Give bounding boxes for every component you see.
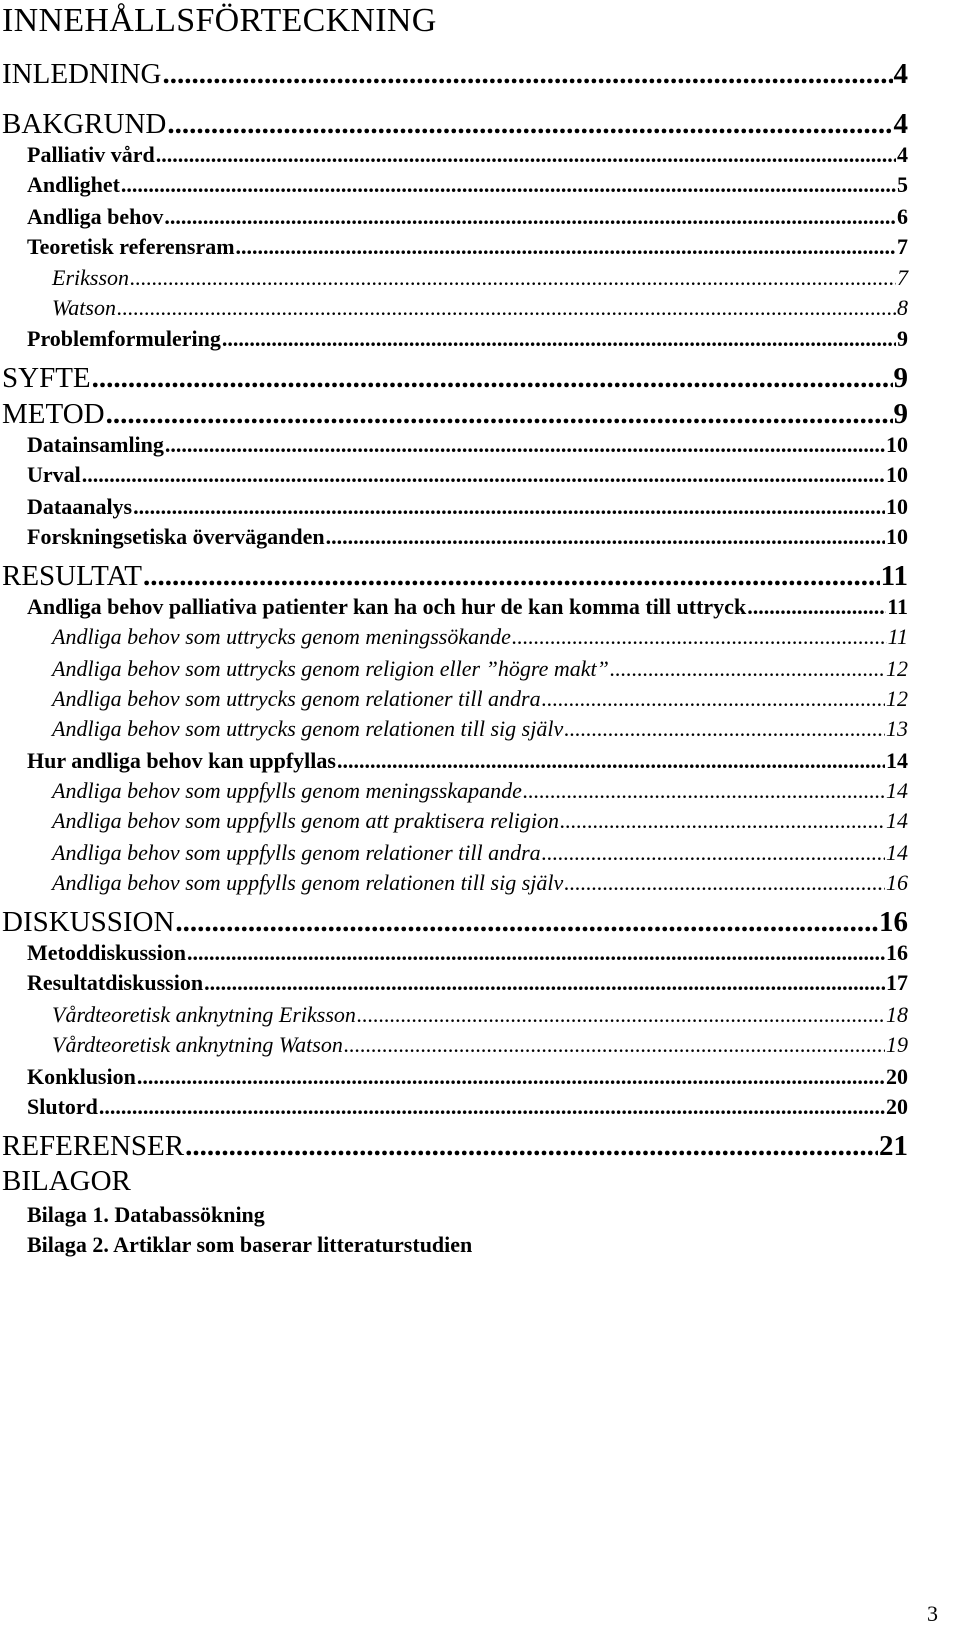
toc-leader-dots — [610, 656, 885, 682]
toc-entry-page: 8 — [897, 295, 908, 320]
toc-entry-page: 4 — [893, 108, 908, 140]
toc-entry-page: 6 — [897, 204, 908, 229]
toc-leader-dots — [542, 840, 885, 866]
page-number: 3 — [927, 1601, 938, 1626]
toc-entry-label: Andliga behov som uppfylls genom relationer till andra — [52, 840, 541, 865]
toc-entry-page: 10 — [886, 494, 908, 519]
toc-entry-label: REFERENSER — [2, 1130, 185, 1162]
toc-entry-page: 16 — [886, 940, 908, 965]
toc-entry-label: Eriksson — [52, 265, 129, 290]
toc-entry-page: 20 — [886, 1064, 908, 1089]
toc-entry[interactable] — [2, 906, 908, 942]
toc-entry-label: METOD — [2, 398, 105, 430]
toc-leader-dots — [175, 906, 878, 939]
appendix-item: Bilaga 1. Databassökning — [27, 1202, 265, 1227]
appendix-heading: BILAGOR — [2, 1165, 131, 1197]
toc-entry-label: INLEDNING — [2, 58, 162, 90]
toc-entry-label: SYFTE — [2, 362, 91, 394]
toc-leader-dots — [236, 234, 896, 260]
toc-leader-dots — [137, 1064, 885, 1090]
toc-entry-label: Andliga behov — [27, 204, 164, 229]
toc-entry-page: 19 — [886, 1032, 908, 1057]
toc-entry[interactable] — [27, 172, 908, 208]
toc-entry-label: BAKGRUND — [2, 108, 167, 140]
toc-entry-page: 14 — [886, 748, 908, 773]
toc-entry-label: Andliga behov palliativa patienter kan ha och hur de kan komma till uttryck — [27, 594, 747, 619]
toc-entry-page: 11 — [887, 624, 908, 649]
toc-leader-dots — [156, 142, 896, 168]
toc-entry-page: 20 — [886, 1094, 908, 1119]
toc-entry-label: Andliga behov som uttrycks genom relationen till sig själv — [52, 716, 564, 741]
toc-entry-label: Vårdteoretisk anknytning Eriksson — [52, 1002, 356, 1027]
toc-entry-page: 14 — [886, 840, 908, 865]
toc-leader-dots — [164, 204, 896, 230]
toc-leader-dots — [117, 295, 896, 321]
toc-entry-page: 13 — [886, 716, 908, 741]
toc-entry-label: Andliga behov som uppfylls genom relationen till sig själv — [52, 870, 564, 895]
toc-entry-label: Metoddiskussion — [27, 940, 186, 965]
toc-entry[interactable] — [27, 1094, 908, 1130]
toc-leader-dots — [121, 172, 896, 198]
toc-entry-page: 21 — [879, 1130, 908, 1162]
toc-entry-label: Andliga behov som uppfylls genom att praktisera religion — [52, 808, 559, 833]
toc-entry[interactable] — [27, 326, 908, 362]
appendix-item: Bilaga 2. Artiklar som baserar litteraturstudien — [27, 1232, 473, 1257]
toc-leader-dots — [99, 1094, 885, 1120]
toc-entry[interactable] — [52, 808, 908, 844]
toc-entry[interactable] — [2, 398, 908, 434]
toc-leader-dots — [222, 326, 896, 352]
toc-entry[interactable] — [52, 624, 908, 660]
toc-entry-page: 9 — [893, 398, 908, 430]
toc-entry-page: 5 — [897, 172, 908, 197]
toc-entry-label: Forskningsetiska överväganden — [27, 524, 325, 549]
toc-entry-page: 14 — [886, 778, 908, 803]
toc-entry-page: 10 — [886, 462, 908, 487]
toc-entry[interactable] — [52, 870, 908, 906]
toc-entry[interactable] — [2, 108, 908, 144]
toc-leader-dots — [130, 265, 896, 291]
toc-entry-page: 12 — [886, 686, 908, 711]
toc-entry-label: Urval — [27, 462, 81, 487]
toc-leader-dots — [162, 58, 892, 91]
toc-entry-page: 16 — [879, 906, 908, 938]
toc-entry-label: Vårdteoretisk anknytning Watson — [52, 1032, 343, 1057]
toc-leader-dots — [523, 778, 885, 804]
toc-entry-page: 7 — [897, 265, 908, 290]
toc-entry[interactable] — [2, 1130, 908, 1166]
toc-entry-page: 10 — [886, 524, 908, 549]
toc-leader-dots — [133, 494, 885, 520]
toc-leader-dots — [204, 970, 885, 996]
toc-entry[interactable] — [27, 462, 908, 498]
page-title: INNEHÅLLSFÖRTECKNING — [2, 2, 437, 39]
toc-entry[interactable] — [52, 1032, 908, 1068]
toc-entry-label: DISKUSSION — [2, 906, 175, 938]
toc-leader-dots — [143, 560, 880, 593]
toc-leader-dots — [747, 594, 886, 620]
toc-entry-label: Resultatdiskussion — [27, 970, 204, 995]
toc-entry-label: Andliga behov som uttrycks genom meningssökande — [52, 624, 511, 649]
toc-leader-dots — [337, 748, 885, 774]
toc-leader-dots — [187, 940, 885, 966]
toc-leader-dots — [542, 686, 885, 712]
toc-leader-dots — [82, 462, 885, 488]
toc-entry-label: Andlighet — [27, 172, 120, 197]
toc-entry-label: Slutord — [27, 1094, 98, 1119]
toc-entry-page: 17 — [886, 970, 908, 995]
toc-entry-page: 11 — [887, 594, 908, 619]
toc-entry-page: 4 — [897, 142, 908, 167]
toc-leader-dots — [106, 398, 893, 431]
toc-entry-page: 4 — [893, 58, 908, 90]
toc-leader-dots — [344, 1032, 885, 1058]
toc-entry-page: 9 — [893, 362, 908, 394]
toc-entry-page: 16 — [886, 870, 908, 895]
toc-entry-label: Problemformulering — [27, 326, 221, 351]
toc-entry-label: Teoretisk referensram — [27, 234, 235, 259]
toc-entry-page: 14 — [886, 808, 908, 833]
toc-leader-dots — [564, 870, 885, 896]
toc-entry-label: Andliga behov som uttrycks genom relationer till andra — [52, 686, 541, 711]
toc-leader-dots — [357, 1002, 885, 1028]
toc-entry-label: Andliga behov som uppfylls genom meningsskapande — [52, 778, 522, 803]
toc-leader-dots — [564, 716, 885, 742]
toc-leader-dots — [512, 624, 887, 650]
toc-entry-page: 7 — [897, 234, 908, 259]
toc-entry-label: Palliativ vård — [27, 142, 155, 167]
toc-entry-label: Dataanalys — [27, 494, 133, 519]
toc-entry-page: 12 — [886, 656, 908, 681]
toc-entry-label: Hur andliga behov kan uppfyllas — [27, 748, 336, 773]
toc-entry[interactable] — [27, 524, 908, 560]
toc-leader-dots — [185, 1130, 878, 1163]
toc-entry-page: 11 — [880, 560, 908, 592]
toc-entry-label: Datainsamling — [27, 432, 164, 457]
toc-entry-page: 9 — [897, 326, 908, 351]
toc-leader-dots — [167, 108, 892, 141]
toc-entry[interactable] — [2, 58, 908, 94]
toc-entry[interactable] — [2, 560, 908, 596]
toc-entry-label: Konklusion — [27, 1064, 136, 1089]
toc-entry[interactable] — [27, 970, 908, 1006]
toc-entry-label: RESULTAT — [2, 560, 143, 592]
toc-leader-dots — [165, 432, 885, 458]
toc-leader-dots — [326, 524, 885, 550]
toc-leader-dots — [92, 362, 893, 395]
toc-entry[interactable] — [2, 362, 908, 398]
toc-entry-page: 10 — [886, 432, 908, 457]
toc-entry-page: 18 — [886, 1002, 908, 1027]
toc-entry-label: Watson — [52, 295, 116, 320]
toc-leader-dots — [560, 808, 885, 834]
toc-entry[interactable] — [52, 716, 908, 752]
toc-entry-label: Andliga behov som uttrycks genom religion eller ”högre makt” — [52, 656, 609, 681]
